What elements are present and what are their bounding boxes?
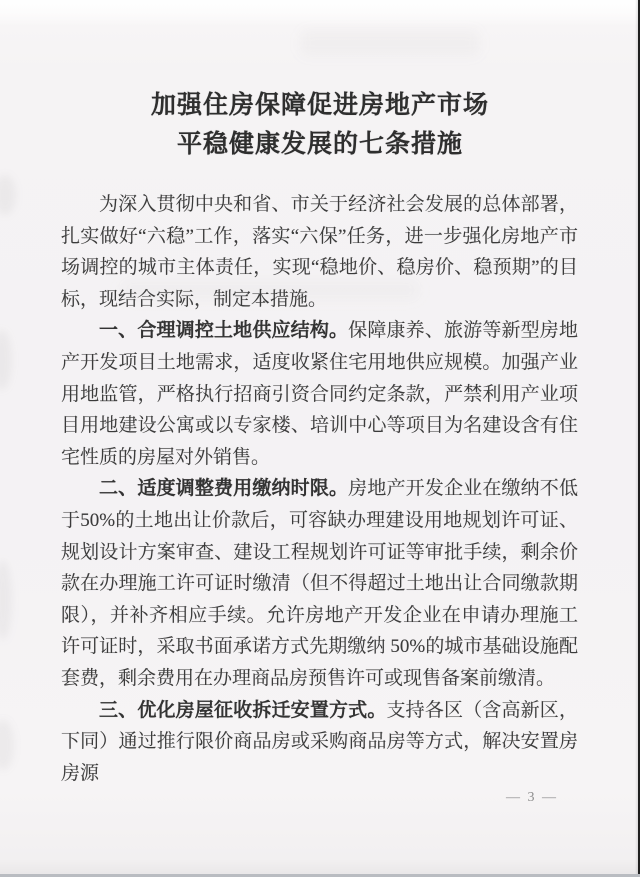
scan-smudge (0, 720, 14, 770)
document-title-line-1: 加强住房保障促进房地产市场 (150, 92, 489, 119)
paragraph-text: 支持各区（含高新区，下同）通过推行限价商品房或采购商品房等方式，解决安置房房源 (61, 699, 578, 784)
scan-smudge (0, 560, 12, 640)
paragraph-section-3 (61, 695, 578, 790)
paragraph-lead: 二、适度调整费用缴纳时限。 (99, 478, 349, 500)
scan-smudge (300, 30, 480, 56)
document-title-line-2: 平稳健康发展的七条措施 (176, 131, 463, 158)
paragraph-section-2 (61, 473, 578, 694)
paragraph-text: 保障康养、旅游等新型房地产开发项目土地需求，适度收紧住宅用地供应规模。加强产业用地监管，严格执行招商引资合同约定条款，严禁利用产业项目用地建设公寓或以专家楼、培训中心等项目为名建设含有住宅性质的房屋对外销售。 (61, 320, 578, 468)
paragraph-text: 为深入贯彻中央和省、市关于经济社会发展的总体部署，扎实做好“六稳”工作，落实“六保”任务，进一步强化房地产市场调控的城市主体责任，实现“稳地价、稳房价、稳预期”的目标，现结合实际，制定本措施。 (61, 194, 578, 310)
paragraph-lead: 三、优化房屋征收拆迁安置方式。 (99, 699, 387, 721)
scan-top-highlight (0, 0, 640, 26)
page-number: — 3 — (506, 790, 558, 805)
paragraph-intro (61, 189, 578, 315)
paragraph-section-1 (61, 315, 578, 473)
document-title (0, 86, 640, 164)
scan-smudge (0, 330, 12, 390)
document-body (61, 189, 578, 789)
scan-smudge (0, 175, 16, 215)
paragraph-text: 房地产开发企业在缴纳不低于50%的土地出让价款后，可容缺办理建设用地规划许可证、规划设计方案审查、建设工程规划许可证等审批手续，剩余价款在办理施工许可证时缴清（但不得超过土地出让合同缴款期限），并补齐相应手续。允许房地产开发企业在申请办理施工许可证时，采取书面承诺方式先期缴纳 50%的城市基础设施配套费，剩余费用在办理商品房预售许可或现售备案前缴清。 (61, 478, 578, 689)
paragraph-lead: 一、合理调控土地供应结构。 (99, 320, 349, 342)
